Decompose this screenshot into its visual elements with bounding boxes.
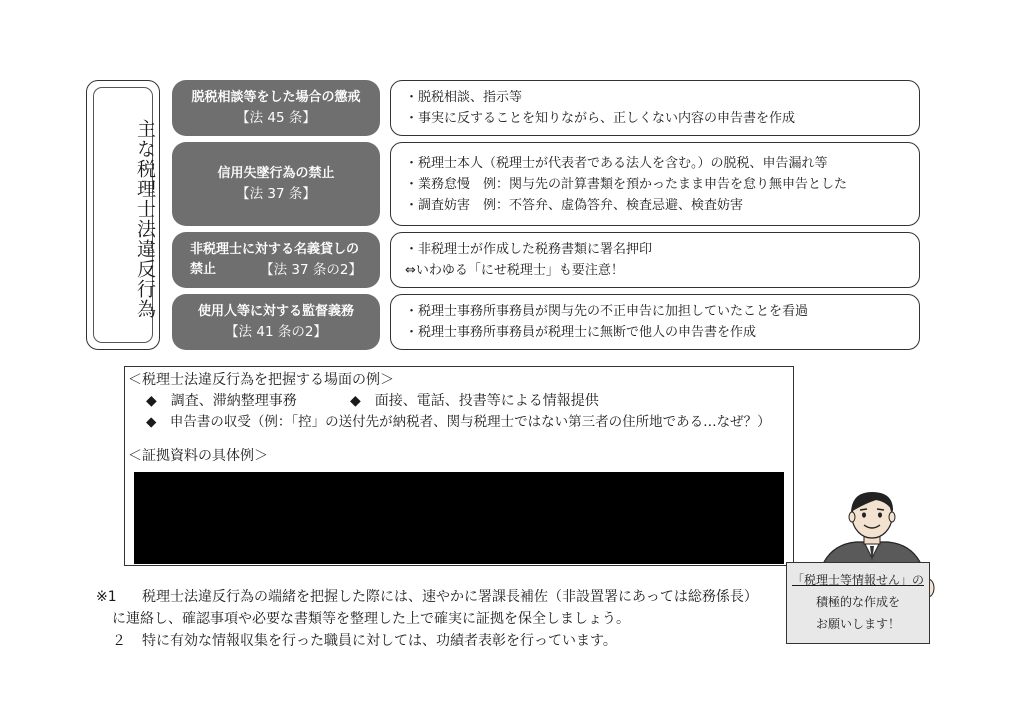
scenes-heading: ＜税理士法違反行為を把握する場面の例＞ (128, 372, 394, 388)
sign-line-1: 「税理士等情報せん」の (791, 573, 924, 587)
category-tax-evasion-advice (172, 80, 380, 136)
description-item: ・税理士本人（税理士が代表者である法人を含む。）の脱税、申告漏れ等 (405, 155, 828, 171)
category-title-line2: 禁止 (190, 262, 217, 277)
description-item: ・税理士事務所事務員が関与先の不正申告に加担していたことを看過 (405, 304, 809, 319)
note-1-line2: に連絡し、確認事項や必要な書類等を整理した上で確実に証拠を保全しましょう。 (112, 611, 630, 627)
description-name-lending (390, 232, 920, 288)
description-item: ・税理士事務所事務員が税理士に無断で他人の申告書を作成 (405, 325, 757, 340)
request-sign (786, 562, 930, 644)
redacted-block (134, 472, 784, 564)
category-title: 信用失墜行為の禁止 (217, 166, 335, 181)
category-credibility-loss (172, 142, 380, 226)
category-supervision-duty (172, 294, 380, 350)
category-name-lending (172, 232, 380, 288)
note-2-marker: ２ (112, 633, 126, 649)
sign-line-3: お願いします！ (815, 617, 900, 631)
evidence-heading: ＜証拠資料の具体例＞ (128, 448, 268, 464)
note-1-marker: ※1 (96, 589, 117, 605)
category-law: 【法 37 条】 (236, 186, 316, 202)
category-law: 【法 41 条の2】 (225, 324, 327, 340)
side-label-box (86, 80, 160, 350)
description-item: ・事実に反することを知りながら、正しくない内容の申告書を作成 (405, 111, 796, 126)
description-tax-evasion-advice (390, 80, 920, 136)
description-item: ・非税理士が作成した税務書類に署名押印 (405, 242, 653, 257)
scene-item: ◆ 面接、電話、投書等による情報提供 (350, 393, 599, 409)
side-label: 主な税理士法違反行為 (134, 119, 156, 319)
sign-line-2: 積極的な作成を (815, 595, 900, 609)
category-law: 【法 45 条】 (236, 110, 316, 126)
description-supervision-duty (390, 294, 920, 350)
note-2-text: 特に有効な情報収集を行った職員に対しては、功績者表彰を行っています。 (142, 633, 617, 649)
description-credibility-loss (390, 142, 920, 226)
scene-item: ◆ 調査、滞納整理事務 (146, 393, 297, 409)
category-title: 使用人等に対する監督義務 (197, 304, 354, 319)
description-item: ⇔いわゆる「にせ税理士」も要注意！ (405, 263, 624, 278)
category-title-line1: 非税理士に対する名義貸しの (190, 242, 360, 257)
category-title: 脱税相談等をした場合の懲戒 (191, 90, 361, 105)
description-item: ・調査妨害 例：不答弁、虚偽答弁、検査忌避、検査妨害 (405, 197, 744, 213)
description-item: ・業務怠慢 例：関与先の計算書類を預かったまま申告を怠り無申告とした (405, 176, 848, 192)
category-law: 【法 37 条の2】 (260, 262, 362, 278)
scene-item: ◆ 申告書の収受（例：「控」の送付先が納税者、関与税理士ではない第三者の住所地である…なぜ？） (146, 414, 771, 430)
description-item: ・脱税相談、指示等 (405, 90, 523, 105)
note-1-line1: 税理士法違反行為の端緒を把握した際には、速やかに署課長補佐（非設置署にあっては総務係長） (142, 589, 758, 605)
